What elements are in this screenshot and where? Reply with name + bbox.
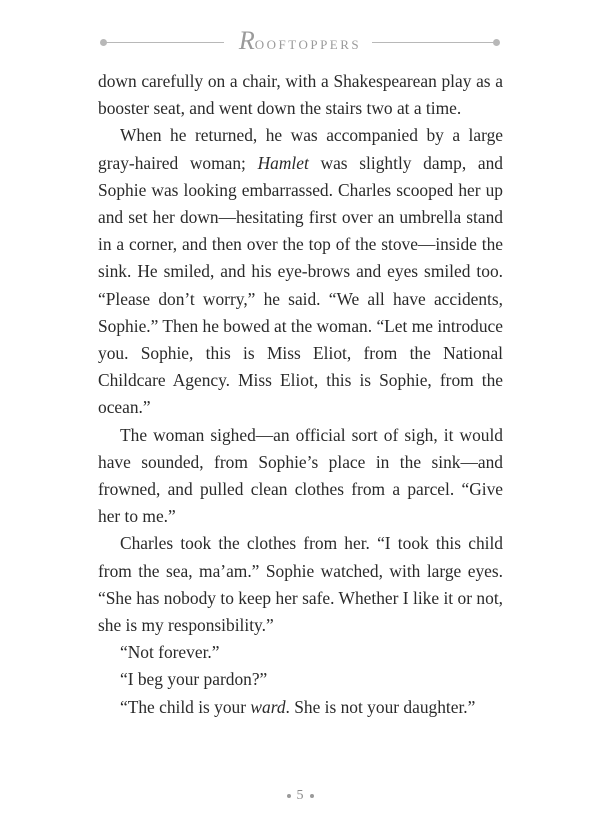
book-title [230,26,370,56]
paragraph-7-text-b: . She is not your daughter.” [285,696,476,717]
page-footer [0,788,600,804]
paragraph-2 [98,122,503,421]
paragraph-7-text-a: “The child is your [120,696,251,717]
paragraph-7 [98,694,503,721]
header-left-rule [106,42,224,43]
paragraph-2-italic-hamlet: Hamlet [257,152,309,173]
paragraph-4: Charles took the clothes from her. “I took this child from the sea, ma’am.” Sophie watched, with large eyes. “She has nobody to keep her safe. Whether I like it or not, she is my responsibility.” [98,533,503,636]
book-title-initial: R [238,26,255,55]
running-header [0,26,600,56]
header-right-rule [372,42,494,43]
paragraph-2-text-b: was slightly damp, and Sophie was looking embarrassed. Charles scooped her up and set her down—hesitating first over an umbrella stand in a corner, and then over the top of the stove—inside the sink. He smiled, and his eye-brows and eyes smiled too. “Please don’t worry,” he said. “We all have accidents, Sophie.” Then he bowed at the woman. “Let me introduce you. Sophie, this is Miss Eliot, from the National Childcare Agency. Miss Eliot, this is Sophie, from the ocean.” [98,152,503,418]
paragraph-6: “I beg your pardon?” [120,669,268,690]
paragraph-3: The woman sighed—an official sort of sigh, it would have sounded, from Sophie’s place in the sink—and frowned, and pulled clean clothes from a parcel. “Give her to me.” [98,424,503,527]
footer-left-dot [287,794,291,798]
paragraph-5: “Not forever.” [120,642,220,663]
paragraph-2-text-a: When he returned, he was accompanied by a large gray-haired woman; [98,125,503,173]
footer-right-dot [310,794,314,798]
paragraph-1: down carefully on a chair, with a Shakespearean play as a booster seat, and went down the stairs two at a time. [98,71,503,119]
book-title-rest: OOFTOPPERS [254,37,362,52]
header-right-ornament-dot [493,39,500,46]
page-number: 5 [296,788,304,803]
paragraph-7-italic-ward: ward [250,696,286,717]
page-body-text [98,68,503,721]
